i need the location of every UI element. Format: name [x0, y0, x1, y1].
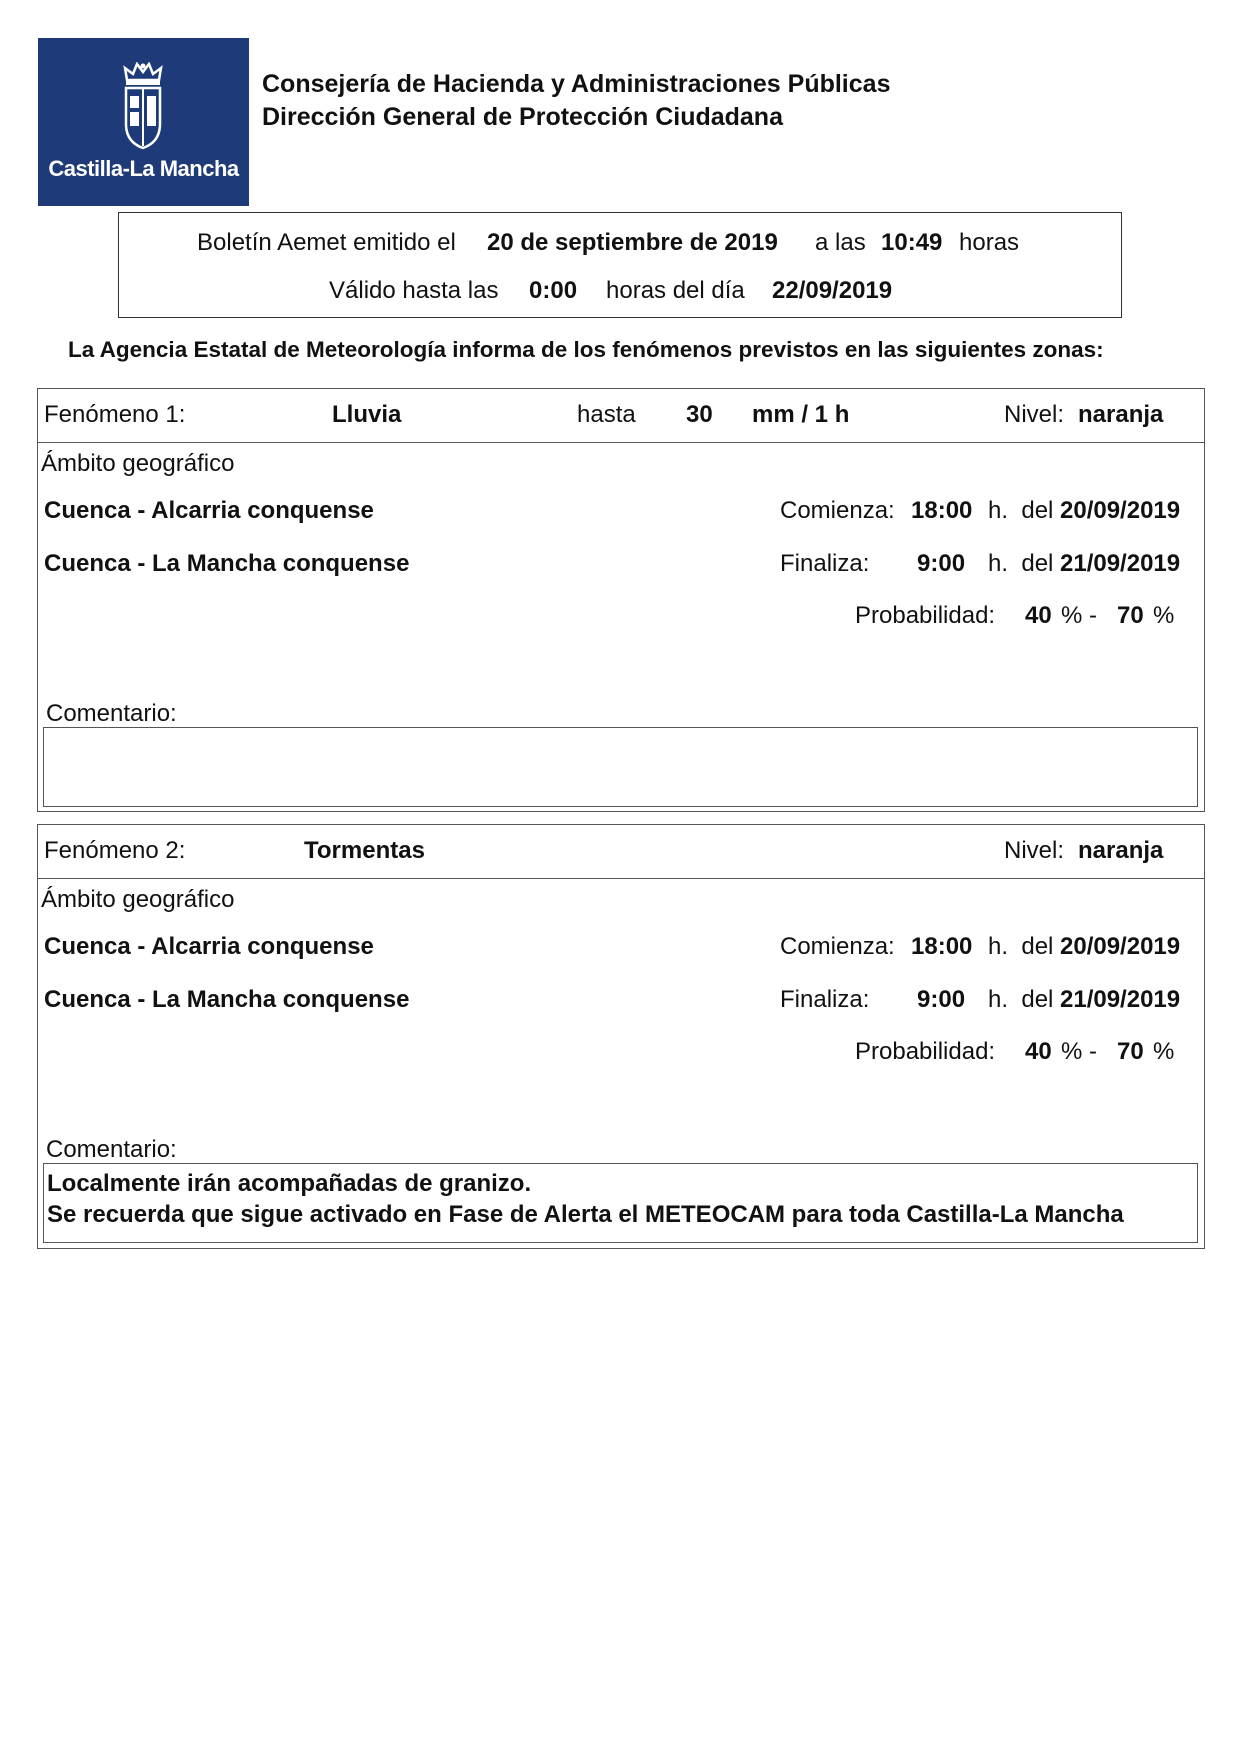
probability-min: 40: [1025, 602, 1052, 629]
issued-time: 10:49: [881, 229, 943, 256]
hours-label: horas: [959, 229, 1020, 256]
logo-text: Castilla-La Mancha: [48, 156, 239, 181]
at-label: a las: [815, 229, 866, 256]
probability-label: Probabilidad:: [855, 1038, 996, 1065]
intro-text: La Agencia Estatal de Meteorología informa de los fenómenos previstos en las siguientes zonas:: [68, 337, 1104, 362]
comment-line: Localmente irán acompañadas de granizo.: [47, 1170, 532, 1197]
geo-label: Ámbito geográfico: [41, 886, 235, 913]
h-del-label: h. del: [988, 497, 1054, 524]
amount-value: 30: [686, 401, 713, 428]
h-del-label: h. del: [988, 933, 1054, 960]
phenomenon-name: Lluvia: [332, 401, 402, 428]
probability-unit: %: [1153, 1038, 1175, 1065]
comment-label: Comentario:: [46, 700, 177, 727]
until-label: hasta: [577, 401, 636, 428]
level-label: Nivel:: [1004, 837, 1065, 864]
level-label: Nivel:: [1004, 401, 1065, 428]
zone-item: Cuenca - Alcarria conquense: [44, 497, 374, 524]
comment-label: Comentario:: [46, 1136, 177, 1163]
end-time: 9:00: [917, 986, 966, 1013]
department-title: Consejería de Hacienda y Administraciones Públicas: [262, 70, 891, 98]
comment-box: [43, 1163, 1198, 1243]
h-del-label: h. del: [988, 550, 1054, 577]
start-label: Comienza:: [780, 933, 895, 960]
probability-max: 70: [1117, 602, 1144, 629]
panel-divider: [38, 878, 1204, 879]
probability-max: 70: [1117, 1038, 1144, 1065]
directorate-title: Dirección General de Protección Ciudadana: [262, 103, 783, 131]
zone-item: Cuenca - La Mancha conquense: [44, 986, 410, 1013]
amount-unit: mm / 1 h: [752, 401, 850, 428]
phenomenon-name: Tormentas: [304, 837, 425, 864]
start-date: 20/09/2019: [1060, 497, 1181, 524]
start-date: 20/09/2019: [1060, 933, 1181, 960]
panel-divider: [38, 442, 1204, 443]
probability-unit: %: [1153, 602, 1175, 629]
valid-time: 0:00: [529, 277, 578, 304]
coat-of-arms-icon: [121, 62, 165, 150]
probability-label: Probabilidad:: [855, 602, 996, 629]
end-date: 21/09/2019: [1060, 986, 1181, 1013]
zone-item: Cuenca - Alcarria conquense: [44, 933, 374, 960]
level-value: naranja: [1078, 837, 1164, 864]
start-time: 18:00: [911, 497, 973, 524]
end-label: Finaliza:: [780, 550, 870, 577]
geo-label: Ámbito geográfico: [41, 450, 235, 477]
issued-date: 20 de septiembre de 2019: [487, 229, 778, 256]
phenomenon-label: Fenómeno 1:: [44, 401, 186, 428]
phenomenon-label: Fenómeno 2:: [44, 837, 186, 864]
level-value: naranja: [1078, 401, 1164, 428]
valid-date: 22/09/2019: [772, 277, 893, 304]
probability-separator: % -: [1061, 1038, 1097, 1065]
zone-item: Cuenca - La Mancha conquense: [44, 550, 410, 577]
castilla-la-mancha-logo: [38, 38, 249, 206]
h-del-label: h. del: [988, 986, 1054, 1013]
phenomenon-2-panel: [37, 824, 1205, 1249]
valid-day-label: horas del día: [606, 277, 745, 304]
probability-min: 40: [1025, 1038, 1052, 1065]
comment-box: [43, 727, 1198, 807]
valid-label: Válido hasta las: [329, 277, 499, 304]
end-label: Finaliza:: [780, 986, 870, 1013]
issued-label: Boletín Aemet emitido el: [197, 229, 456, 256]
probability-separator: % -: [1061, 602, 1097, 629]
end-date: 21/09/2019: [1060, 550, 1181, 577]
end-time: 9:00: [917, 550, 966, 577]
comment-line: Se recuerda que sigue activado en Fase de Alerta el METEOCAM para toda Castilla-La Mancha: [47, 1201, 1124, 1228]
start-time: 18:00: [911, 933, 973, 960]
start-label: Comienza:: [780, 497, 895, 524]
phenomenon-1-panel: [37, 388, 1205, 812]
